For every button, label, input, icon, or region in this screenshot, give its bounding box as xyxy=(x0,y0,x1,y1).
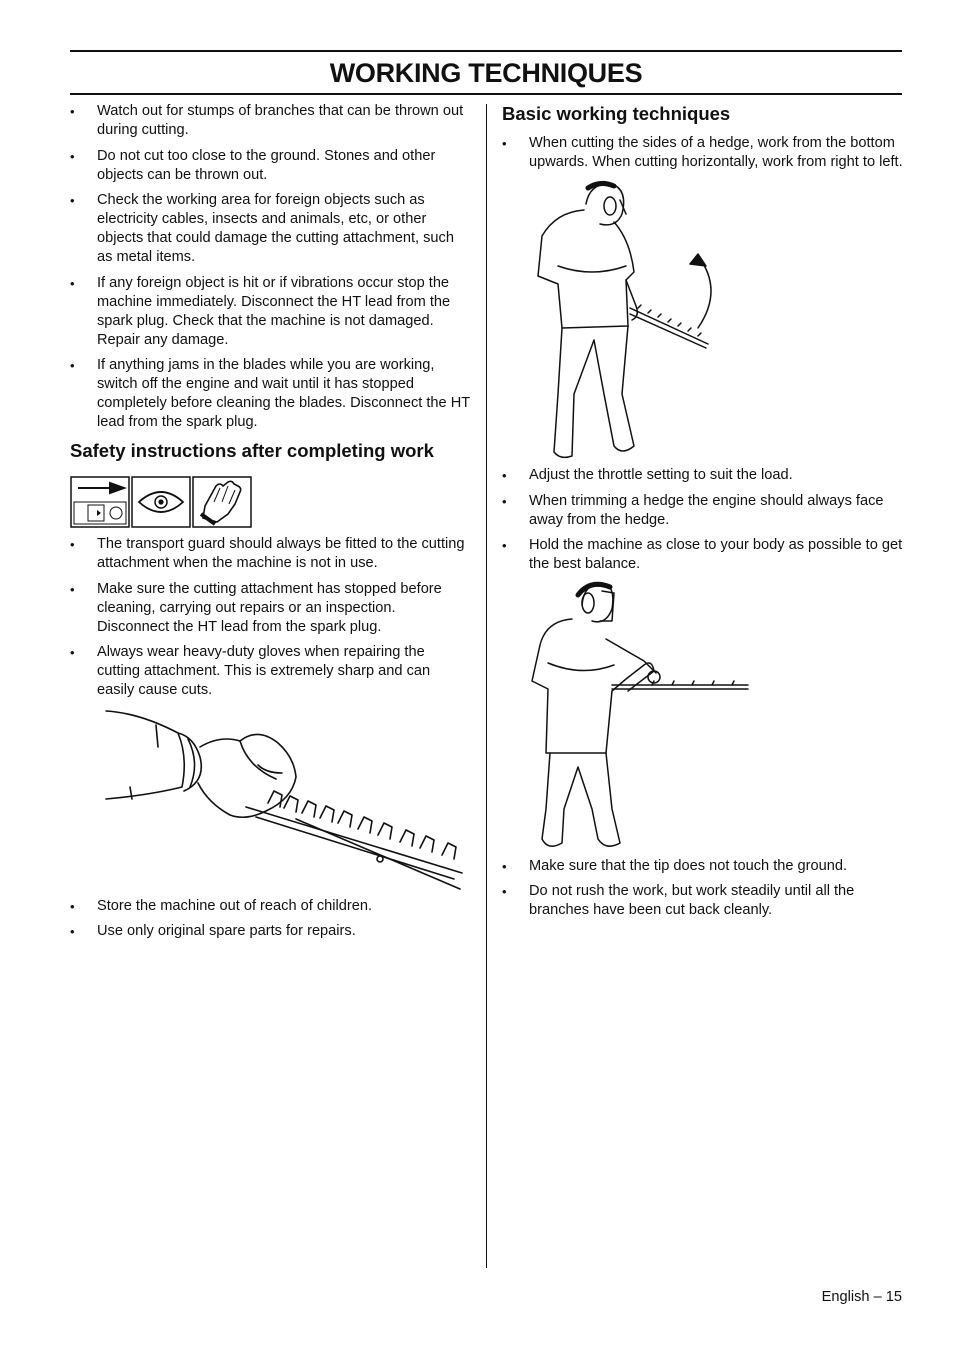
left-bullets-bottom xyxy=(70,897,470,942)
eye-icon xyxy=(132,477,190,527)
list-item: • Always wear heavy-duty gloves when repairing the cutting attachment. This is extremely sharp and can easily cause cuts. xyxy=(70,643,470,700)
page-title: WORKING TECHNIQUES xyxy=(329,58,643,88)
transport-arrow-icon xyxy=(71,477,129,527)
list-item: • Adjust the throttle setting to suit the load. xyxy=(502,466,904,485)
left-bullets-mid xyxy=(70,535,470,700)
header-rule-top xyxy=(70,50,902,52)
vertical-cutting-illustration xyxy=(502,180,722,462)
list-item: • Store the machine out of reach of children. xyxy=(70,897,470,916)
list-item: • When cutting the sides of a hedge, work from the bottom upwards. When cutting horizontally, work from right to left. xyxy=(502,134,904,172)
right-bullets-3 xyxy=(502,857,904,921)
list-item: • Make sure that the tip does not touch the ground. xyxy=(502,857,904,876)
left-column xyxy=(70,102,470,948)
glove-icon xyxy=(193,477,251,527)
horizontal-cutting-illustration xyxy=(502,581,762,855)
list-item: • The transport guard should always be fitted to the cutting attachment when the machine is not in use. xyxy=(70,535,470,573)
list-item: • Use only original spare parts for repairs. xyxy=(70,922,470,941)
right-bullets-2 xyxy=(502,466,904,574)
column-divider xyxy=(486,104,487,1268)
glove-blade-illustration xyxy=(70,707,470,893)
list-item: • Check the working area for foreign objects such as electricity cables, insects and animals, etc, or other objects that could damage the cutting attachment, such as metal items. xyxy=(70,191,470,267)
right-column xyxy=(502,102,904,927)
left-bullets-top xyxy=(70,102,470,432)
safety-icons-row xyxy=(70,476,254,528)
list-item: • When trimming a hedge the engine should always face away from the hedge. xyxy=(502,492,904,530)
list-item: • Do not cut too close to the ground. Stones and other objects can be thrown out. xyxy=(70,147,470,185)
page-number: English – 15 xyxy=(821,1289,902,1305)
list-item: • If anything jams in the blades while you are working, switch off the engine and wait until it has stopped completely before cleaning the blades. Disconnect the HT lead from the spark plug. xyxy=(70,356,470,432)
safety-heading: Safety instructions after completing work xyxy=(70,440,434,461)
list-item: • Do not rush the work, but work steadily until all the branches have been cut back cleanly. xyxy=(502,882,904,920)
right-bullets-1 xyxy=(502,134,904,172)
list-item: • Watch out for stumps of branches that can be thrown out during cutting. xyxy=(70,102,470,140)
list-item: • Hold the machine as close to your body as possible to get the best balance. xyxy=(502,536,904,574)
list-item: • If any foreign object is hit or if vibrations occur stop the machine immediately. Disconnect the HT lead from the spark plug. Check that the machine is not damaged. Repair any damage. xyxy=(70,274,470,350)
list-item: • Make sure the cutting attachment has stopped before cleaning, carrying out repairs or an inspection. Disconnect the HT lead from the spark plug. xyxy=(70,580,470,637)
basic-techniques-heading: Basic working techniques xyxy=(502,103,731,124)
header-rule-bottom xyxy=(70,93,902,95)
